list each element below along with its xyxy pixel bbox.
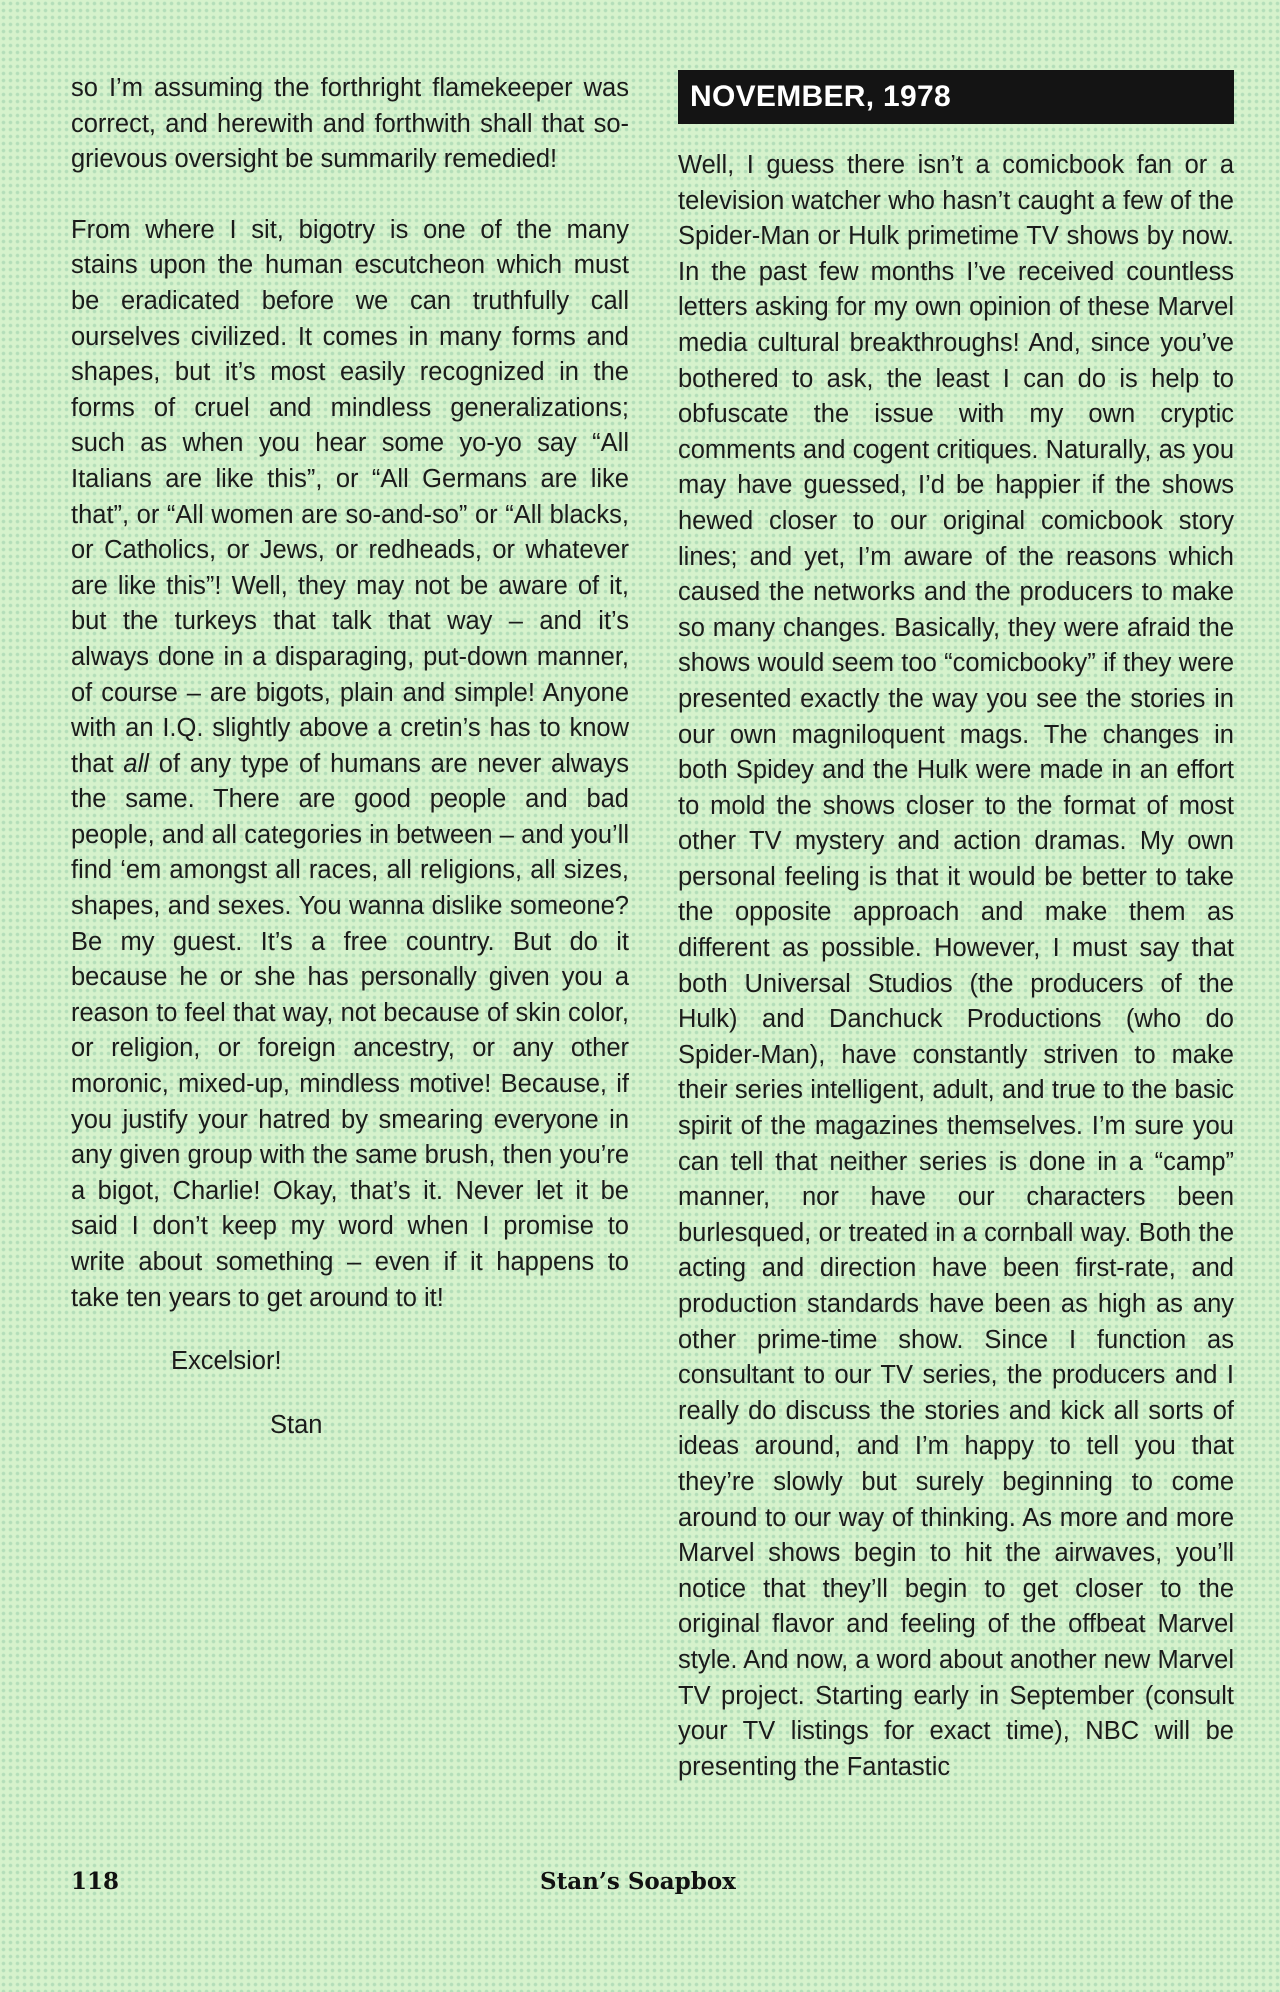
page-number: 118 xyxy=(71,1868,120,1895)
november-1978-paragraph: Well, I guess there isn’t a comicbook fan or a television watcher who hasn’t caught a few of the Spider-Man or Hulk primetime TV shows by now. In the past few months I’ve received countless letters asking for my own opinion of these Marvel media cultural breakthroughs! And, since you’ve bothered to ask, the least I can do is help to obfuscate the issue with my own cryptic comments and cogent critiques. Naturally, as you may have guessed, I’d be happier if the shows hewed closer to our original comicbook story lines; and yet, I’m aware of the reasons which caused the networks and the producers to make so many changes. Basically, they were afraid the shows would seem too “comicbooky” if they were presented exactly the way you see the stories in our own magniloquent mags. The changes in both Spidey and the Hulk were made in an effort to mold the shows closer to the format of most other TV mystery and action dramas. My own personal feeling is that it would be better to take the opposite approach and make them as different as possible. However, I must say that both Universal Studios (the producers of the Hulk) and Danchuck Productions (who do Spider-Man), have constantly striven to make their series intelligent, adult, and true to the basic spirit of the magazines themselves. I’m sure you can tell that neither series is done in a “camp” manner, nor have our characters been burlesqued, or treated in a cornball way. Both the acting and direction have been first-rate, and production standards have been as high as any other prime-time show. Since I function as consultant to our TV series, the producers and I really do discuss the stories and kick all sorts of ideas around, and I’m happy to tell you that they’re slowly but surely beginning to come around to our way of thinking. As more and more Marvel shows begin to hit the airwaves, you’ll notice that they’ll begin to get closer to the original flavor and feeling of the offbeat Marvel style. And now, a word about another new Marvel TV project. Starting early in September (consult your TV listings for exact time), NBC will be presenting the Fantastic xyxy=(678,151,1234,1781)
bigotry-paragraph xyxy=(71,213,629,1316)
running-title: Stan’s Soapbox xyxy=(540,1868,736,1895)
intro-paragraph: so I’m assuming the forthright flamekeeper was correct, and herewith and forthwith shall that so-grievous oversight be summarily remedied! xyxy=(71,74,629,174)
closing-excelsior: Excelsior! xyxy=(171,1347,282,1376)
bigotry-paragraph-lead: From where I sit, bigotry is one of the many stains upon the human escutcheon which must be eradicated before we can truthfully call ourselves civilized. It comes in many forms and shapes, but it’s most easily recognized in the forms of cruel and mindless generalizations; such as when you hear some yo-yo say “All Italians are like this”, or “All Germans are like that”, or “All women are so-and-so” or “All blacks, or Catholics, or Jews, or redheads, or whatever are like this”! Well, they may not be aware of it, but the turkeys that talk that way – and it’s always done in a disparaging, put-down manner, of course – are bigots, plain and simple! Anyone with an I.Q. slightly above a cretin’s has to know that xyxy=(71,215,629,778)
left-column xyxy=(71,70,629,1443)
signature-stan: Stan xyxy=(270,1410,323,1439)
right-column xyxy=(678,70,1234,1785)
emphasis-all: all xyxy=(123,749,149,778)
section-heading: NOVEMBER, 1978 xyxy=(678,70,1234,124)
bigotry-paragraph-tail: of any type of humans are never always the same. There are good people and bad people, and all categories in between – and you’ll find ‘em amongst all races, all religions, all sizes, shapes, and sexes. You wanna dislike someone? Be my guest. It’s a free country. But do it because he or she has personally given you a reason to feel that way, not because of skin color, or religion, or foreign ancestry, or any other moronic, mixed-up, mindless motive! Because, if you justify your hatred by smearing everyone in any given group with the same brush, then you’re a bigot, Charlie! Okay, that’s it. Never let it be said I don’t keep my word when I promise to write about something – even if it happens to take ten years to get around to it! xyxy=(71,749,629,1312)
